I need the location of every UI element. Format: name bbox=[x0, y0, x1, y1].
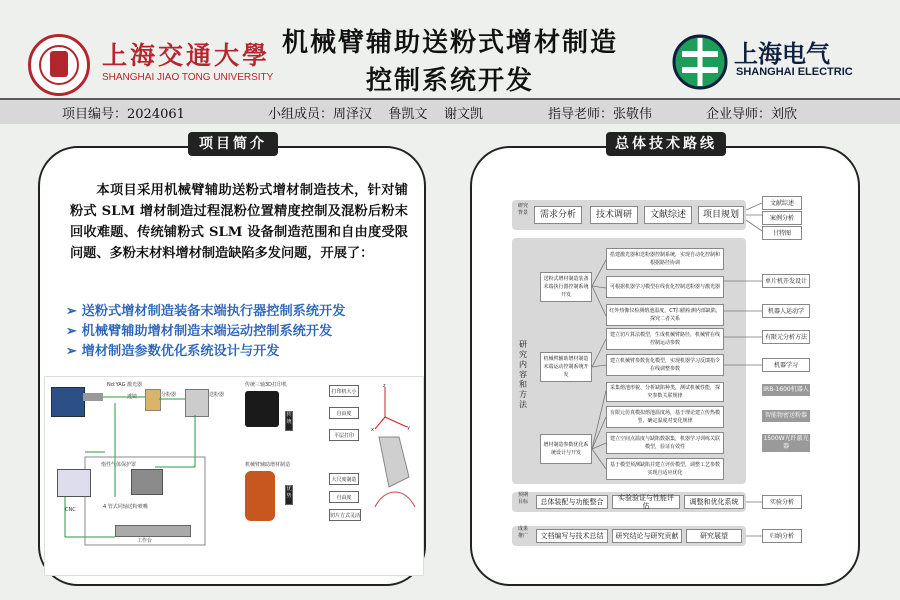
robot-arm-icon bbox=[245, 471, 275, 521]
print-size-box: 打印机大小 bbox=[329, 385, 359, 397]
stage3-right: 实验分析 bbox=[762, 495, 802, 509]
stage1-item: 项目规划 bbox=[698, 206, 744, 224]
stage3-item: 实验验证与性能评估 bbox=[612, 495, 680, 509]
axis-diagram-icon bbox=[365, 377, 423, 527]
planar-print-box: 平层打印 bbox=[329, 429, 359, 441]
equipment-badge: 1500W光纤激光器 bbox=[763, 435, 809, 450]
tag-tradition: 传统 bbox=[285, 411, 293, 431]
research-task: 红外热像仪检测熔池温度，CT扫描检测内部缺陷，探究二者关系 bbox=[606, 304, 724, 326]
3d-printer-icon bbox=[245, 391, 279, 427]
research-topic: 送粉式增材制造装备末端执行器控制系统开发 bbox=[540, 272, 592, 302]
stage1-item: 需求分析 bbox=[534, 206, 582, 224]
poster-title-line1: 机械臂辅助送粉式增材制造 bbox=[281, 28, 618, 58]
stage1-item: 技术调研 bbox=[590, 206, 638, 224]
stage4-item: 研究展望 bbox=[686, 529, 742, 543]
cnc-monitor-icon bbox=[57, 469, 91, 497]
sjtu-seal-logo bbox=[28, 34, 90, 96]
tag-advantage: 优势 bbox=[285, 485, 293, 505]
large-size-box: 大尺度制造 bbox=[329, 473, 359, 485]
bullet-item: ➢ 送粉式增材制造装备末端执行器控制系统开发 bbox=[66, 304, 346, 319]
stage2-right: 单片机开发设计 bbox=[762, 274, 810, 288]
axis-z-label: z bbox=[383, 383, 386, 389]
cnc-label: CNC bbox=[65, 507, 76, 513]
shanghai-electric-name-en: SHANGHAI ELECTRIC bbox=[736, 66, 853, 78]
sjtu-name-en: SHANGHAI JIAO TONG UNIVERSITY bbox=[102, 72, 274, 83]
freedom-box: 自由度 bbox=[329, 407, 359, 419]
lens-label: 透镜 bbox=[127, 394, 138, 400]
stage3-side-label: 预期目标 bbox=[518, 492, 529, 505]
research-task: 采集熔池形貌、分析缺陷种类，测试机械性能，探究参数关联规律 bbox=[606, 382, 724, 402]
workbench-label: 工作台 bbox=[137, 538, 153, 544]
poster-title-line2: 控制系统开发 bbox=[365, 66, 534, 96]
advisor: 指导老师：张敬伟 bbox=[548, 107, 653, 122]
bullet-item: ➢ 增材制造参数优化系统设计与开发 bbox=[66, 344, 280, 359]
stage3-item: 总体装配与功能整合 bbox=[536, 495, 608, 509]
shanghai-electric-name-cn: 上海电气 bbox=[734, 40, 830, 68]
route-connectors bbox=[470, 146, 860, 586]
printer-caption: 传统三轴3D打印机 bbox=[245, 382, 288, 388]
research-topic: 机械臂辅助增材制造末端运动控制系统开发 bbox=[540, 352, 592, 382]
research-task: 建立切片算法模型，生成机械臂路径，机械臂在线控制运动参数 bbox=[606, 328, 724, 350]
robot-caption: 机械臂辅助增材制造 bbox=[245, 462, 291, 468]
research-task: 有限元仿真模拟熔池温度场，基于理论建立传热模型，确定温度对变化规律 bbox=[606, 406, 724, 428]
team-members: 小组成员：周泽汉 鲁凯文 谢文凯 bbox=[268, 107, 484, 122]
freedom-box-2: 自由度 bbox=[329, 491, 359, 503]
workbench-icon bbox=[115, 525, 191, 537]
project-number: 项目编号：2024061 bbox=[62, 107, 185, 122]
sjtu-name-cn: 上海交通大學 bbox=[102, 41, 271, 70]
research-task: 基于模型预测缺陷并建立评价模型，调整工艺参数实现自适应优化 bbox=[606, 458, 724, 480]
research-task: 建立空间点温度与缺陷数据集，机器学习训练关联模型，验证有效性 bbox=[606, 432, 724, 454]
intro-paragraph: 本项目采用机械臂辅助送粉式增材制造技术，针对铺粉式 SLM 增材制造过程混粉位置精度控制及混粉后粉末回收难题、传统铺粉式 SLM 设备制造范围和自由度受限问题、多粉末材料增材制造缺陷多发问题，开展了： bbox=[70, 183, 408, 261]
nozzle-icon bbox=[131, 469, 163, 495]
stage2-side-label: 研究内容和方法 bbox=[519, 340, 527, 409]
stage1-item: 文献综述 bbox=[644, 206, 692, 224]
stage1-side-label: 研究背景 bbox=[518, 203, 529, 216]
industry-advisor: 企业导师：刘欣 bbox=[706, 107, 798, 122]
stage1-right: 甘特图 bbox=[762, 226, 802, 240]
research-task: 搭建激光器和送粉器控制系统，实现自动化控制和根据路径协调 bbox=[606, 248, 724, 270]
splitter-label: 分粉器 bbox=[161, 392, 177, 398]
stage2-right: 机器学习 bbox=[762, 358, 810, 372]
equipment-badge: IRB-1600机器人 bbox=[762, 384, 810, 396]
shield-label: 惰性气体保护罩 bbox=[101, 462, 137, 468]
research-task: 可根据机器学习模型在线优化控制送粉器与激光器 bbox=[606, 276, 724, 298]
stage4-side-label: 成果推广 bbox=[518, 526, 529, 539]
feeder-label: 送粉器 bbox=[209, 392, 225, 398]
stage2-right: 机器人运动学 bbox=[762, 304, 810, 318]
stage4-right: 归纳分析 bbox=[762, 529, 802, 543]
research-task: 建立机械臂参数优化模型，实现机器学习反馈指令在线调整参数 bbox=[606, 354, 724, 376]
stage1-right: 文献综述 bbox=[762, 196, 802, 210]
system-figure bbox=[44, 376, 424, 576]
intro-heading: 项目简介 bbox=[188, 132, 278, 156]
stage4-item: 文档编写与技术总结 bbox=[536, 529, 608, 543]
shanghai-electric-logo-icon bbox=[672, 34, 728, 90]
stage4-item: 研究结论与研究贡献 bbox=[612, 529, 682, 543]
route-heading: 总体技术路线 bbox=[606, 132, 726, 156]
bullet-item: ➢ 机械臂辅助增材制造末端运动控制系统开发 bbox=[66, 324, 333, 339]
research-topic: 增材制造参数优化系统设计与开发 bbox=[540, 434, 592, 464]
stage1-right: 案例分析 bbox=[762, 211, 802, 225]
laser-label: Nd:YAG 激光器 bbox=[107, 382, 143, 388]
axis-y-label: y bbox=[407, 425, 410, 431]
axis-x-label: x bbox=[371, 427, 374, 433]
stage2-right: 有限元分析方法 bbox=[762, 330, 810, 344]
slice-mode-box: 切片方式灵活 bbox=[329, 509, 361, 521]
stage3-item: 调整和优化系统 bbox=[684, 495, 744, 509]
equipment-badge: 智能物密送粉器 bbox=[762, 410, 810, 422]
nozzle-label: 4 管式同轴送粉喷嘴 bbox=[103, 504, 148, 510]
